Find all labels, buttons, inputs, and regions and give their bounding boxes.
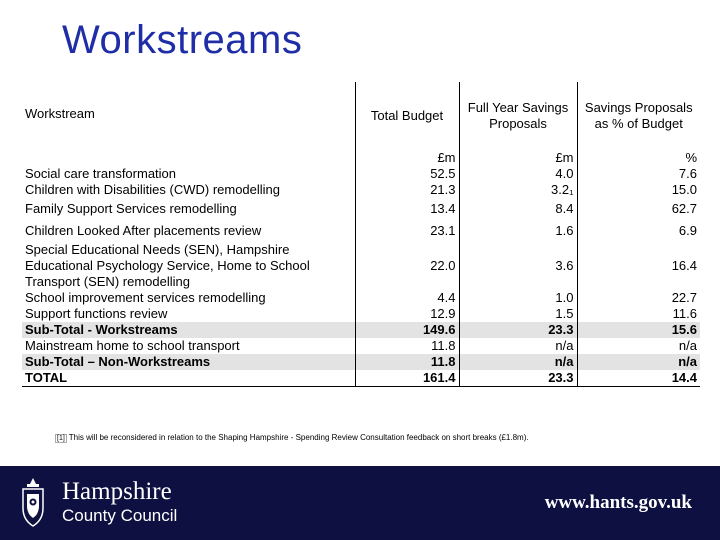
row-name: Sub-Total - Workstreams [22,322,355,338]
row-budget: 23.1 [355,220,459,242]
row-budget: 11.8 [355,338,459,354]
footnote-text: This will be reconsidered in relation to the Shaping Hampshire - Spending Review Consultation feedback on short breaks (£1.8m). [68,433,529,442]
row-name: TOTAL [22,370,355,387]
row-name: Family Support Services remodelling [25,201,237,216]
row-savings: 8.4 [555,201,574,216]
row-budget: 11.8 [355,354,459,370]
header-workstream: Workstream [25,106,95,121]
row-budget: 4.4 [355,290,459,306]
header-savings-pct: Savings Proposals as % of Budget [577,82,700,150]
row-savings: 1.0 [555,290,574,305]
row-savings: 23.3 [459,370,577,387]
table-row [22,338,700,354]
header-total-budget: Total Budget [355,82,459,150]
row-budget: 161.4 [355,370,459,387]
header-full-year-savings: Full Year Savings Proposals [467,100,569,131]
workstreams-table [22,82,700,387]
row-name: Sub-Total – Non-Workstreams [22,354,355,370]
footnote-marker: [1] [57,435,65,442]
website-link[interactable]: www.hants.gov.uk [544,492,692,513]
row-pct: 11.6 [577,306,700,322]
table-row [22,242,700,290]
row-savings: 3.6 [555,258,574,273]
row-savings: 4.0 [555,166,574,181]
unit-savings: £m [555,150,574,165]
row-name: Children with Disabilities (CWD) remodelling [25,182,281,197]
page-title: Workstreams [62,18,303,62]
subtotal-row [22,322,700,338]
row-name: Support functions review [25,306,168,321]
row-savings: 23.3 [459,322,577,338]
row-pct: 15.6 [577,322,700,338]
row-savings: 1.6 [555,223,574,238]
footnote [55,433,529,442]
row-pct: n/a [577,338,700,354]
unit-budget: £m [355,150,459,166]
subtotal-row [22,354,700,370]
row-name: Social care transformation [25,166,177,181]
row-name: Mainstream home to school transport [25,338,240,353]
row-name: Special Educational Needs (SEN), Hampshire Educational Psychology Service, Home to School Transport (SEN) remodelling [25,242,310,289]
table-row [22,182,700,198]
row-pct: 62.7 [577,198,700,220]
row-savings: n/a [459,354,577,370]
brand-name: Hampshire [62,478,172,505]
row-budget: 13.4 [355,198,459,220]
row-pct: n/a [577,354,700,370]
table-row [22,166,700,182]
row-pct: 16.4 [577,242,700,290]
table-row [22,220,700,242]
row-savings: 3.2₁ [551,182,574,197]
row-budget: 12.9 [355,306,459,322]
units-row [22,150,700,166]
brand-subtitle: County Council [62,506,178,525]
row-pct: 14.4 [577,370,700,387]
row-savings: n/a [555,338,574,353]
footer-bar [0,466,720,540]
row-budget: 21.3 [355,182,459,198]
row-name: School improvement services remodelling [25,290,266,305]
table-row [22,198,700,220]
row-pct: 15.0 [577,182,700,198]
row-budget: 52.5 [355,166,459,182]
table-row [22,290,700,306]
unit-pct: % [577,150,700,166]
row-name: Children Looked After placements review [25,223,262,238]
row-pct: 6.9 [577,220,700,242]
county-crest-icon [18,476,48,528]
total-row [22,370,700,387]
table-header-row [22,82,700,150]
row-budget: 22.0 [355,242,459,290]
row-pct: 22.7 [577,290,700,306]
row-savings: 1.5 [555,306,574,321]
row-pct: 7.6 [577,166,700,182]
table-row [22,306,700,322]
row-budget: 149.6 [355,322,459,338]
